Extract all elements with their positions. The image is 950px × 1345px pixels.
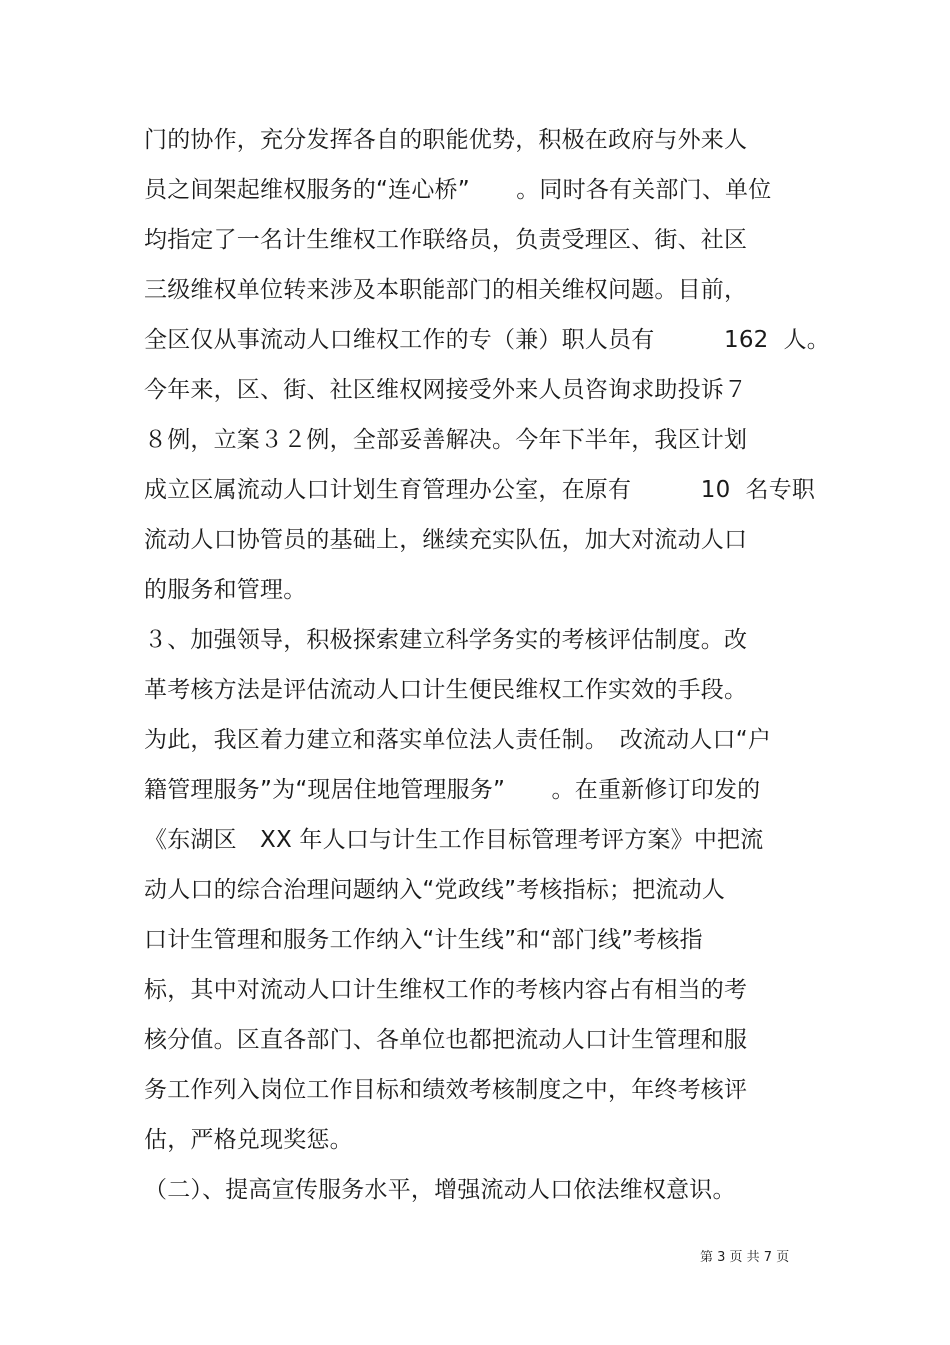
body-text-line: 核分值。区直各部门、各单位也都把流动人口计生管理和服: [144, 1027, 748, 1053]
body-text-line: 标，其中对流动人口计生维权工作的考核内容占有相当的考: [144, 977, 748, 1003]
body-text-line: 均指定了一名计生维权工作联络员，负责受理区、街、社区: [144, 227, 748, 253]
body-text-line: 全区仅从事流动人口维权工作的专（兼）职人员有 162 人。: [144, 327, 830, 353]
body-text-line: 流动人口协管员的基础上，继续充实队伍，加大对流动人口: [144, 527, 748, 553]
body-text-line: 《东湖区 XX 年人口与计生工作目标管理考评方案》中把流: [144, 827, 764, 853]
body-text-line: 动人口的综合治理问题纳入“党政线”考核指标；把流动人: [144, 877, 726, 903]
body-text-line: 门的协作，充分发挥各自的职能优势，积极在政府与外来人: [144, 127, 748, 153]
body-text-line: 革考核方法是评估流动人口计生便民维权工作实效的手段。: [144, 677, 748, 703]
body-text-line: 估，严格兑现奖惩。: [144, 1127, 353, 1153]
body-text-line: 三级维权单位转来涉及本职能部门的相关维权问题。目前，: [144, 277, 748, 303]
body-text-line: 为此，我区着力建立和落实单位法人责任制。 改流动人口“户: [144, 727, 772, 753]
page-number-footer: 第 3 页 共 7 页: [700, 1250, 790, 1265]
body-text-line: 员之间架起维权服务的“连心桥” 。同时各有关部门、单位: [144, 177, 772, 203]
body-text-line: 成立区属流动人口计划生育管理办公室，在原有 10 名专职: [144, 477, 816, 503]
section-heading-line: ３、加强领导，积极探索建立科学务实的考核评估制度。改: [144, 627, 748, 653]
body-text-line: 务工作列入岗位工作目标和绩效考核制度之中，年终考核评: [144, 1077, 748, 1103]
body-text-line: ８例，立案３２例，全部妥善解决。今年下半年，我区计划: [144, 427, 748, 453]
body-text-line: 的服务和管理。: [144, 577, 307, 603]
section-heading-line: （二）、提高宣传服务水平，增强流动人口依法维权意识。: [144, 1177, 736, 1203]
body-text-line: 口计生管理和服务工作纳入“计生线”和“部门线”考核指: [144, 927, 703, 953]
body-text-line: 今年来，区、街、社区维权网接受外来人员咨询求助投诉７: [144, 377, 748, 403]
body-text-line: 籍管理服务”为“现居住地管理服务” 。在重新修订印发的: [144, 777, 761, 803]
